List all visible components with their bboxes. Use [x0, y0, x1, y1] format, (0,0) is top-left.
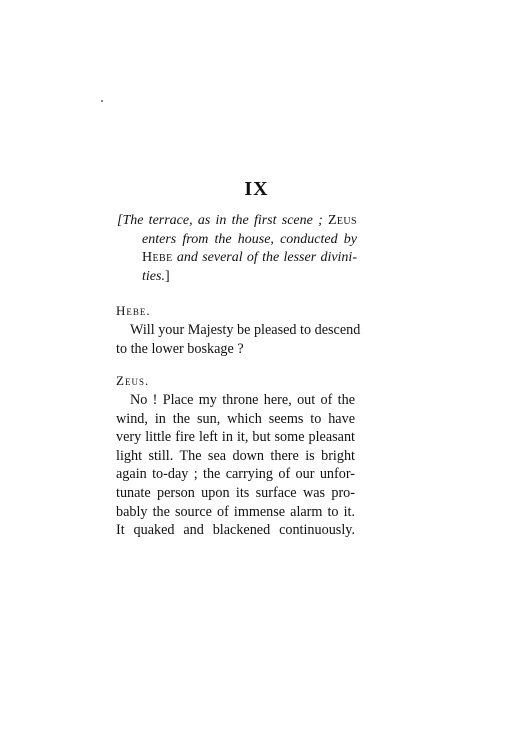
speech-line: Will your Majesty be pleased to descend	[130, 322, 361, 338]
stage-direction-line-4	[117, 268, 357, 287]
character-name: Hebe	[142, 250, 173, 266]
speech-line: light still. The sea down there is bright	[116, 447, 355, 464]
stage-direction-line-3	[117, 249, 357, 268]
page-speck	[101, 100, 103, 102]
scene-number: IX	[244, 178, 269, 200]
speech-line: No ! Place my throne here, out of the	[130, 392, 355, 408]
speaker-name: Hebe.	[116, 303, 151, 318]
stage-text: and several of the lesser divini-	[172, 250, 357, 266]
stage-direction	[117, 212, 357, 286]
stage-text: The terrace, as in the first scene ;	[122, 213, 328, 228]
speech-line: wind, in the sun, which seems to have	[116, 410, 355, 427]
stage-open-bracket: [	[117, 213, 123, 228]
character-name: Zeus	[327, 213, 357, 228]
speech-line: again to-day ; the carrying of our unfor-	[116, 466, 355, 483]
speech-text	[116, 321, 361, 358]
speech-line: bably the source of immense alarm to it.	[116, 503, 355, 520]
speech-line: tunate person upon its surface was pro-	[116, 484, 355, 501]
stage-direction-line-1	[117, 212, 357, 231]
speech-line: It quaked and blackened continuously.	[116, 522, 355, 539]
speech-line: very little fire left in it, but some pleasant	[116, 429, 355, 446]
stage-close-bracket: ]	[164, 268, 170, 284]
stage-text: ties.	[142, 268, 165, 284]
speech-text	[116, 391, 355, 540]
speech-line: to the lower boskage ?	[116, 340, 244, 357]
stage-direction-line-2: enters from the house, conducted by	[142, 231, 357, 247]
speaker-name: Zeus.	[116, 373, 150, 388]
